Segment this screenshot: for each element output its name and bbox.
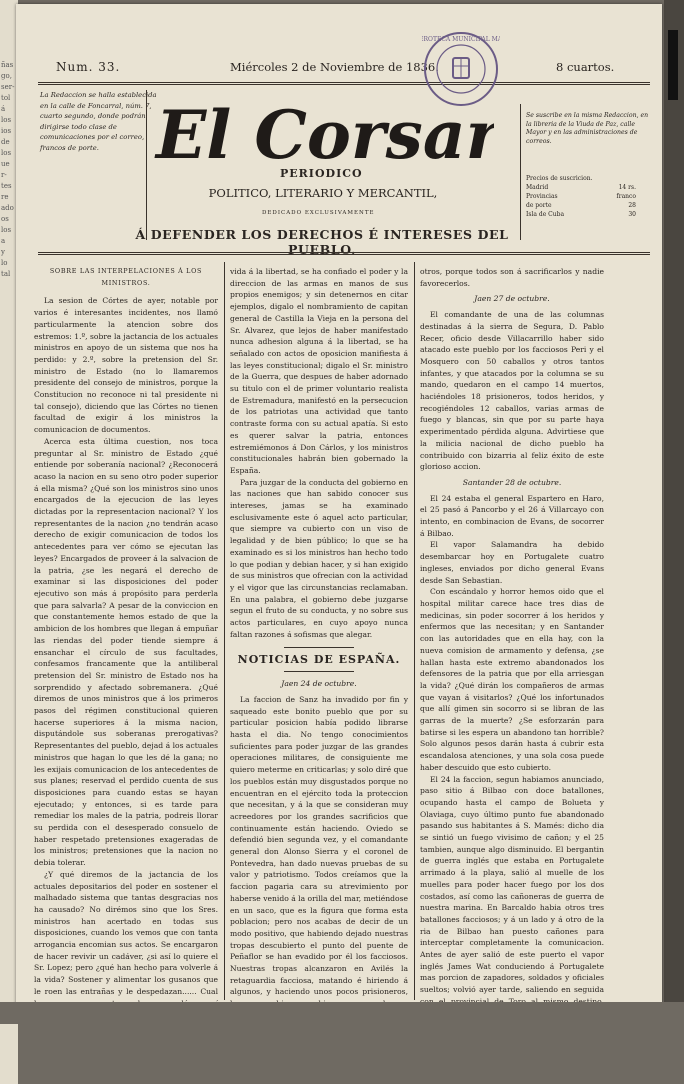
previous-page-fragment: ios bbox=[1, 127, 12, 135]
stamp-text: ROTECA MUNICIPAL MA bbox=[423, 36, 500, 43]
header-rule-bottom-double bbox=[38, 254, 650, 255]
price-row: de porte 28 bbox=[526, 202, 636, 209]
article-heading: SOBRE LAS INTERPELACIONES Á LOS MINISTROS. bbox=[49, 267, 203, 287]
previous-page-fragment: tes bbox=[1, 182, 12, 190]
previous-page-fragment: á bbox=[1, 105, 6, 113]
column-rule-2 bbox=[414, 262, 415, 1000]
previous-page-fragment: los bbox=[1, 149, 12, 157]
previous-page-fragment: ado bbox=[1, 204, 14, 212]
previous-page-fragment: ñas bbox=[1, 61, 14, 69]
right-box-rule bbox=[520, 104, 521, 240]
previous-page-fragment: los bbox=[1, 226, 12, 234]
masthead-subtitle: POLITICO, LITERARIO Y MERCANTIL, bbox=[208, 186, 438, 200]
masthead-title-text: El Corsar bbox=[156, 96, 494, 174]
section-divider bbox=[284, 671, 354, 672]
header-rule-bottom bbox=[38, 252, 650, 253]
article-paragraph: La sesion de Córtes de ayer, notable por varios é interesantes incidentes, nos llamó particularmente la atencion sobre dos estremos: 1.º, sobre la jactancia de los actuales ministros en apoyo de un sistema que nos ha perdido: y 2.º, sobre la pretension del Sr. ministro de Estado (no lo llamaremos presidente del consejo de ministros, porque la Constitucion no reconoce ni tal presidente ni tal consejo), diciendo que las Córtes no tienen facultad de exigir á los ministros la comunicacion de documentos. bbox=[34, 296, 218, 435]
column-3 bbox=[420, 266, 604, 1006]
previous-page-fragment: de bbox=[1, 138, 10, 146]
previous-page-fragment: tal bbox=[1, 270, 11, 278]
dateline: Jaen 24 de octubre. bbox=[281, 679, 357, 689]
price-row: Isla de Cuba 30 bbox=[526, 211, 636, 218]
scan-border-bottom bbox=[0, 1002, 684, 1024]
article-paragraph: Acerca esta última cuestion, nos toca preguntar al Sr. ministro de Estado ¿qué entiende por soberanía nacional? ¿Reconocerá acaso la nacion en su seno otro poder superior á ella misma? ¿Qué son los ministros sino unos encargados de la ejecucion de las leyes dictadas por la representacion nacional? Y los representantes de la nacion ¿no tendrán acaso derecho de exigir comunicacion de todos los antecedentes para ver cómo se ejecutan las leyes? Encargados de proveer á la salvacion de la patria, ¿se les negará el derecho de examinar si las disposiciones del poder ejecutivo son más á propósito para perderla que para salvarla? A pesar de la conviccion en que constantemente hemos estado de que la ambicion de los hombres que llegan á empuñar las riendas del poder tiende siempre á ensanchar el círculo de sus facultades, confesamos francamente que la antiliberal pretension del Sr. ministro de Estado nos ha sorprendido y afectado sobremanera. ¿Qué diremos de unos ministros que á los primeros pasos del régimen constitucional quieren hacerse superiores á la misma nacion, disputándole sus soberanas prerogativas? Representantes del pueblo, dejad á los actuales ministros que hagan lo que les dé la gana; no les exijais comunicacion de los antecedentes de sus planes; reservad el perdido cuenta de sus disposiciones para cuando estas se hayan ejecutado; y entonces, si es tarde para remediar los males de la patria, podreis llorar su perdida con el desesperado consuelo de haber respetado pretensiones exageradas de los ministros; pretensiones que la nacion no debia tolerar. bbox=[34, 436, 218, 868]
column-rule-1 bbox=[224, 262, 225, 1000]
section-title: NOTICIAS DE ESPAÑA. bbox=[237, 652, 401, 666]
previous-page-fragment: go, bbox=[1, 72, 12, 80]
price-table bbox=[526, 174, 636, 219]
column-2 bbox=[230, 266, 408, 1006]
article-paragraph: El comandante de una de las columnas destinadas á la sierra de Segura, D. Pablo Recer, oficio desde Villacarrillo haber sido atacado este pueblo por los facciosos Peri y el Mosquero con 50 caballos y otros tantos infantes, y que atacados por la columna se su mando, quedaron en el campo 14 muertos, haciéndoles 18 prisioneros, todos heridos, y recogiéndoles 12 caballos, varias armas de fuego y blancas, sin que por su parte haya experimentado pérdida alguna. Advirtiese que la milicia nacional de dicho pueblo ha contribuido con bizarria al feliz éxito de este glorioso accion. bbox=[420, 310, 604, 472]
price-table-title: Precios de suscricion. bbox=[526, 175, 593, 182]
section-divider bbox=[284, 647, 354, 648]
dateline: Jaen 27 de octubre. bbox=[474, 294, 550, 304]
issue-number: Num. 33. bbox=[56, 60, 121, 74]
newspaper-page bbox=[16, 4, 662, 1016]
issue-date: Miércoles 2 de Noviembre de 1836. bbox=[230, 60, 439, 74]
price-row: Madrid 14 rs. bbox=[526, 184, 636, 191]
left-box-rule bbox=[146, 90, 147, 240]
article-paragraph: ¿Y qué diremos de la jactancia de los actuales depositarios del poder en sostener el malhadado sistema que tantas desgracias nos ha causado? No dirémos sino que los Sres. ministros han acertado en todas sus disposiciones, cuando los vemos que con tanta arrogancia encomian sus actos. Se encargaron de hacer revivir un cadáver, ¿si así lo quiere el Sr. Lopez; pero ¿qué han hecho para volverle á la vida? Sostener y alimentar los gusanos que le roen las entrañas y le despedazan...... Cual bbox=[34, 869, 218, 996]
article-paragraph: vida á la libertad, se ha confiado el poder y la direccion de las armas en manos de sus propios enemigos; y sin detenernos en citar ejemplos, digalo el nombramiento de capitan general de Castilla la Vieja en la persona del Sr. Alvarez, que lejos de haber manifestado nunca adhesion alguna á la libertad, se ha señalado con actos de oposicion manifiesta á las leyes constitucional; digalo el Sr. ministro de la Guerra, que despues de haber adornado su titulo con el de primer voluntario realista de Estremadura, manifestó en la persecucion de los patriotas una actividad que tanto contraste forma con su actual apatía. Si esto es querer salvar la patria, entonces estremiémonos á Don Cárlos, y los ministros constitucionales habrán bien gobernado la España. bbox=[230, 267, 408, 475]
previous-page-fragment: a bbox=[1, 237, 6, 245]
dedicado-label: DEDICADO EXCLUSIVAMENTE bbox=[262, 210, 375, 216]
article-paragraph: El vapor Salamandra ha debido desembarcar hoy en Portugalete cuatro ingleses, enviados por dicho general Evans desde San Sebastian. bbox=[420, 540, 604, 585]
previous-page-fragment: lo bbox=[1, 259, 8, 267]
article-paragraph: El 24 la faccion, segun habiamos anunciado, paso sitio á Bilbao con doce batallones, ocupando hasta el campo de Bolueta y Olaviaga, cuyo último punto fue abandonado pasando sus habitantes á S. Mamés: dicho dia se sintió un fuego vivisimo de cañon; y el 25 tambien, aunque algo disminuido. El bergantin de guerra inglés que estaba en Portugalete arrimado á la playa, salió al muelle de los muelles para poder hacer fuego por los dos costados, así como las cañoneras de guerra de nuestra marina. En Barcaldo habia otros tres batallones facciosos; y á un lado y á otro de la ria de Bilbao han puesto cañones para interceptar completamente la comunicacion. Antes de ayer salió de este puerto el vapor inglés James Wat conduciendo á Portugalete mas porcion de zapadores, soldados y oficiales sueltos; volvió ayer tarde, saliendo en seguida bbox=[420, 774, 604, 995]
price-row: Provincias franco bbox=[526, 193, 636, 200]
article-paragraph: Con escándalo y horror hemos oido que el hospital militar carece hace tres dias de medicinas, sin poder socorrer á los heridos y enfermos que las necesitan; y en Santander con las autoridades que en ella hay, con la nueva comision de armamento y defensa, ¿se hallan hasta este extremo abandonados los defensores de la patria que por ella arriesgan la vida? ¿Qué dirán los compañeros de armas que vayan á visitarlos? ¿Qué los infortunados que allí gimen sin socorro si se libran de las garras de la muerte? ¿Se esforzarán para batirse si les espera un abandono tan horrible? Solo algunos pesos darán hasta á cubrir esta escandalosa atenciones, y una sola cosa puede haber descuido que esto cubierto. bbox=[420, 587, 604, 772]
scan-clip-marker bbox=[668, 30, 678, 100]
hemeroteca-stamp bbox=[422, 30, 498, 106]
article-paragraph: El 24 estaba el general Espartero en Haro, el 25 pasó á Pancorbo y el 26 á Villarcayo con intento, en combinacion de Evans, de socorrer á Bilbao. bbox=[420, 493, 604, 538]
masthead-motto: Á DEFENDER LOS DERECHOS É INTERESES DEL PUEBLO. bbox=[135, 227, 509, 257]
dateline: Santander 28 de octubre. bbox=[462, 477, 562, 487]
issue-price: 8 cuartos. bbox=[556, 60, 615, 74]
previous-page-fragment: los bbox=[1, 116, 12, 124]
header-rule-top-double bbox=[38, 84, 650, 85]
previous-page-fragment: r- bbox=[1, 171, 7, 179]
suscripcion-notice: Se suscribe en la misma Redaccion, en la libreria de la Viuda de Paz, calle Mayor y en las administraciones de correos. bbox=[526, 112, 649, 145]
scan-border-right bbox=[664, 0, 684, 1024]
previous-page-fragment: tol bbox=[1, 94, 11, 102]
previous-page-fragment: re bbox=[1, 193, 9, 201]
article-paragraph: La faccion de Sanz ha invadido por fin y saqueado este bonito pueblo que por su particular posicion había podido librarse hasta el dia. No tengo conocimientos suficientes para poder juzgar de las grandes operaciones militares, de consiguiente me quiero meterme en criticarlas; y solo diré que los pueblos están muy disgustados porque no encuentran en el ejército toda la proteccion que necesitan, y á la que se consideran muy acreedores por los grandes sacrificios que continuamente están haciendo. Oviedo se defendió bien segunda vez, y el comandante general don Alonso Sierra y el coronel de Pontevedra, han dado nuevas pruebas de su valor y patriotismo. Todos creíamos que la faccion pagaria cara su atrevimiento por haberse venido á la orilla del mar, metiéndose en un saco, que es la figura que forma esta poblacion; pero nos acabas de decir de un modo positivo, que habiendo dejado nuestras tropas descubierto el punto del puente de Peñaflor se han evadido por él los facciosos. Nuestras tropas alcanzaron en Avilés la retaguardia facciosa, matando é hiriendo á algunos, y haciendo unos pocos prisioneros, bbox=[230, 694, 408, 997]
previous-page-fragment: ser- bbox=[1, 83, 15, 91]
previous-page-fragment: ue bbox=[1, 160, 10, 168]
previous-page-fragment: os bbox=[1, 215, 9, 223]
article-paragraph: Para juzgar de la conducta del gobierno en las naciones que han sabido conocer sus intereses, jamas se ha examinado esclusivamente este ó aquel acto particular, que siempre va cubierto con un viso de legalidad y de bien público; lo que se ha examinado es si los ministros han hecho todo lo que podian y debian hacer, y si han exigido de sus ministros que ofrecian con la actividad y el vigor que las circunstancias reclamaban. En una palabra, el gobierno debe juzgarse segun el fruto de su conducta, y no sobre sus actos particulares, en cuyo apoyo nunca faltan razones á sofismas que alegar. bbox=[230, 477, 408, 639]
column-1 bbox=[34, 266, 218, 1006]
header-rule-top bbox=[38, 82, 650, 83]
previous-page-fragment: y bbox=[1, 248, 5, 256]
article-paragraph: otros, porque todos son á sacrificarlos y nadie favorecerlos. bbox=[420, 267, 604, 288]
periodico-label: PERIODICO bbox=[280, 167, 363, 180]
redaccion-notice: La Redaccion se halla establecida en la calle de Foncarral, núm. 7, cuarto segundo, donde podrán dirigirse todo clase de comunicaciones por el correo, francos de porte. bbox=[40, 91, 157, 152]
